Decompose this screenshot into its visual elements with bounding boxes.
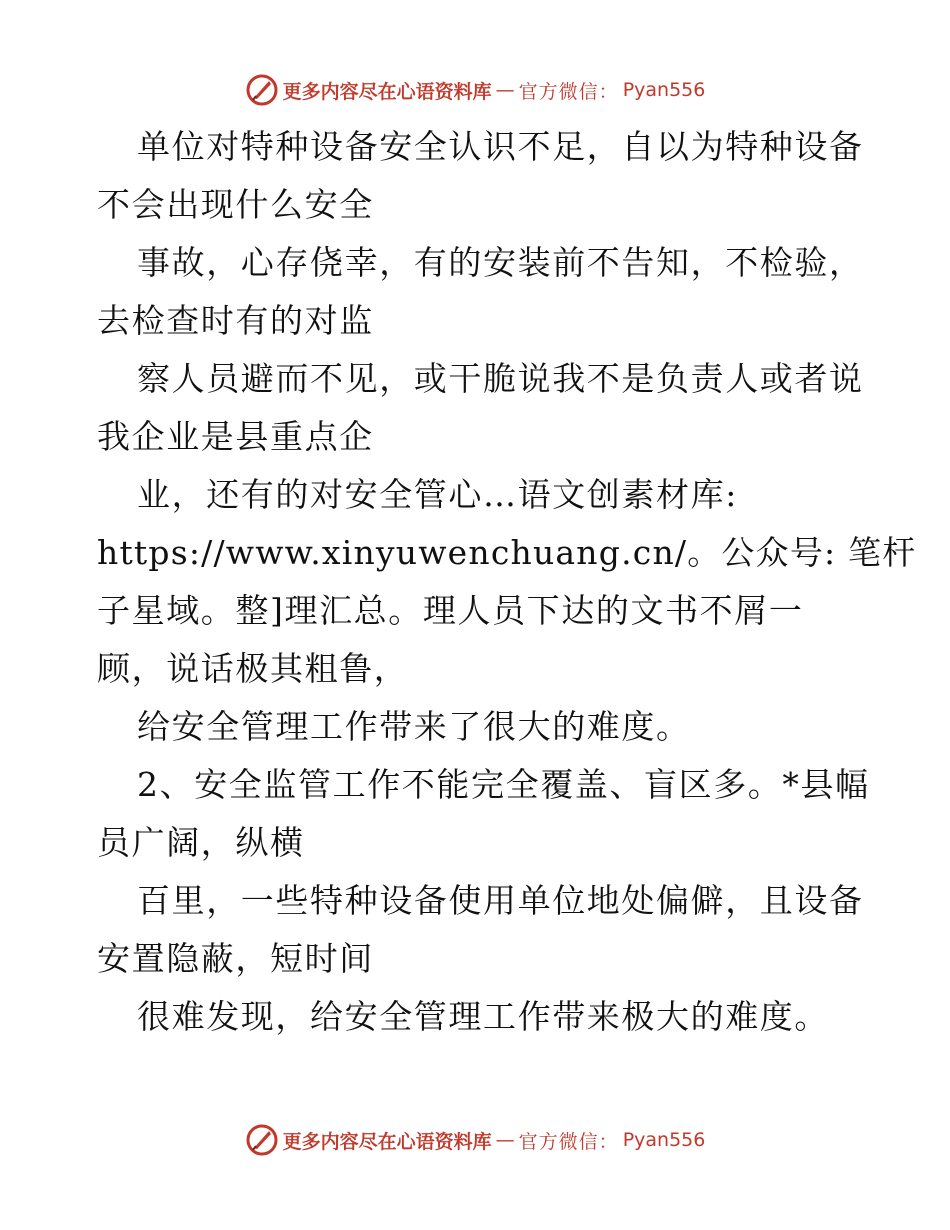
- header-banner-wechat-label: 官方微信：: [518, 80, 619, 103]
- body-line: 很难发现，给安全管理工作带来极大的难度。: [137, 997, 829, 1036]
- body-line: 给安全管理工作带来了很大的难度。: [137, 707, 691, 746]
- body-line: 安置隐蔽，短时间: [97, 939, 374, 978]
- document-body: [97, 118, 917, 1046]
- body-line: 察人员避而不见，或干脆说我不是负责人或者说: [137, 359, 864, 398]
- body-line: 单位对特种设备安全认识不足，自以为特种设备: [137, 127, 864, 166]
- header-banner-title: 更多内容尽在心语资料库: [282, 80, 492, 103]
- body-line: 顾，说话极其粗鲁，: [97, 649, 409, 688]
- footer-banner-wechat-id: Pyan556: [622, 1129, 706, 1151]
- quill-logo-icon: [245, 1123, 279, 1157]
- body-line: 事故，心存侥幸，有的安装前不告知，不检验，: [137, 243, 864, 282]
- body-line: 业，还有的对安全管心…语文创素材库:: [137, 475, 738, 514]
- body-line: 我企业是县重点企: [97, 417, 374, 456]
- footer-banner-wechat-label: 官方微信：: [518, 1130, 619, 1153]
- footer-banner-title: 更多内容尽在心语资料库: [282, 1130, 492, 1153]
- body-line: 2、安全监管工作不能完全覆盖、盲区多。*县幅: [137, 765, 870, 804]
- quill-logo-icon: [245, 73, 279, 107]
- body-line: 子星域。整]理汇总。理人员下达的文书不屑一: [97, 591, 804, 630]
- header-banner: [0, 70, 950, 110]
- body-line: 百里，一些特种设备使用单位地处偏僻，且设备: [137, 881, 864, 920]
- footer-banner-separator: —: [495, 1129, 515, 1151]
- body-line-url: https://www.xinyuwenchuang.cn/。公众号: 笔杆: [97, 533, 917, 572]
- footer-banner: [0, 1120, 950, 1160]
- body-line: 员广阔，纵横: [97, 823, 305, 862]
- body-line: 不会出现什么安全: [97, 185, 374, 224]
- header-banner-wechat-id: Pyan556: [622, 79, 706, 101]
- header-banner-inner: [245, 73, 706, 107]
- body-line: 去检查时有的对监: [97, 301, 374, 340]
- footer-banner-inner: [245, 1123, 706, 1157]
- header-banner-separator: —: [495, 79, 515, 101]
